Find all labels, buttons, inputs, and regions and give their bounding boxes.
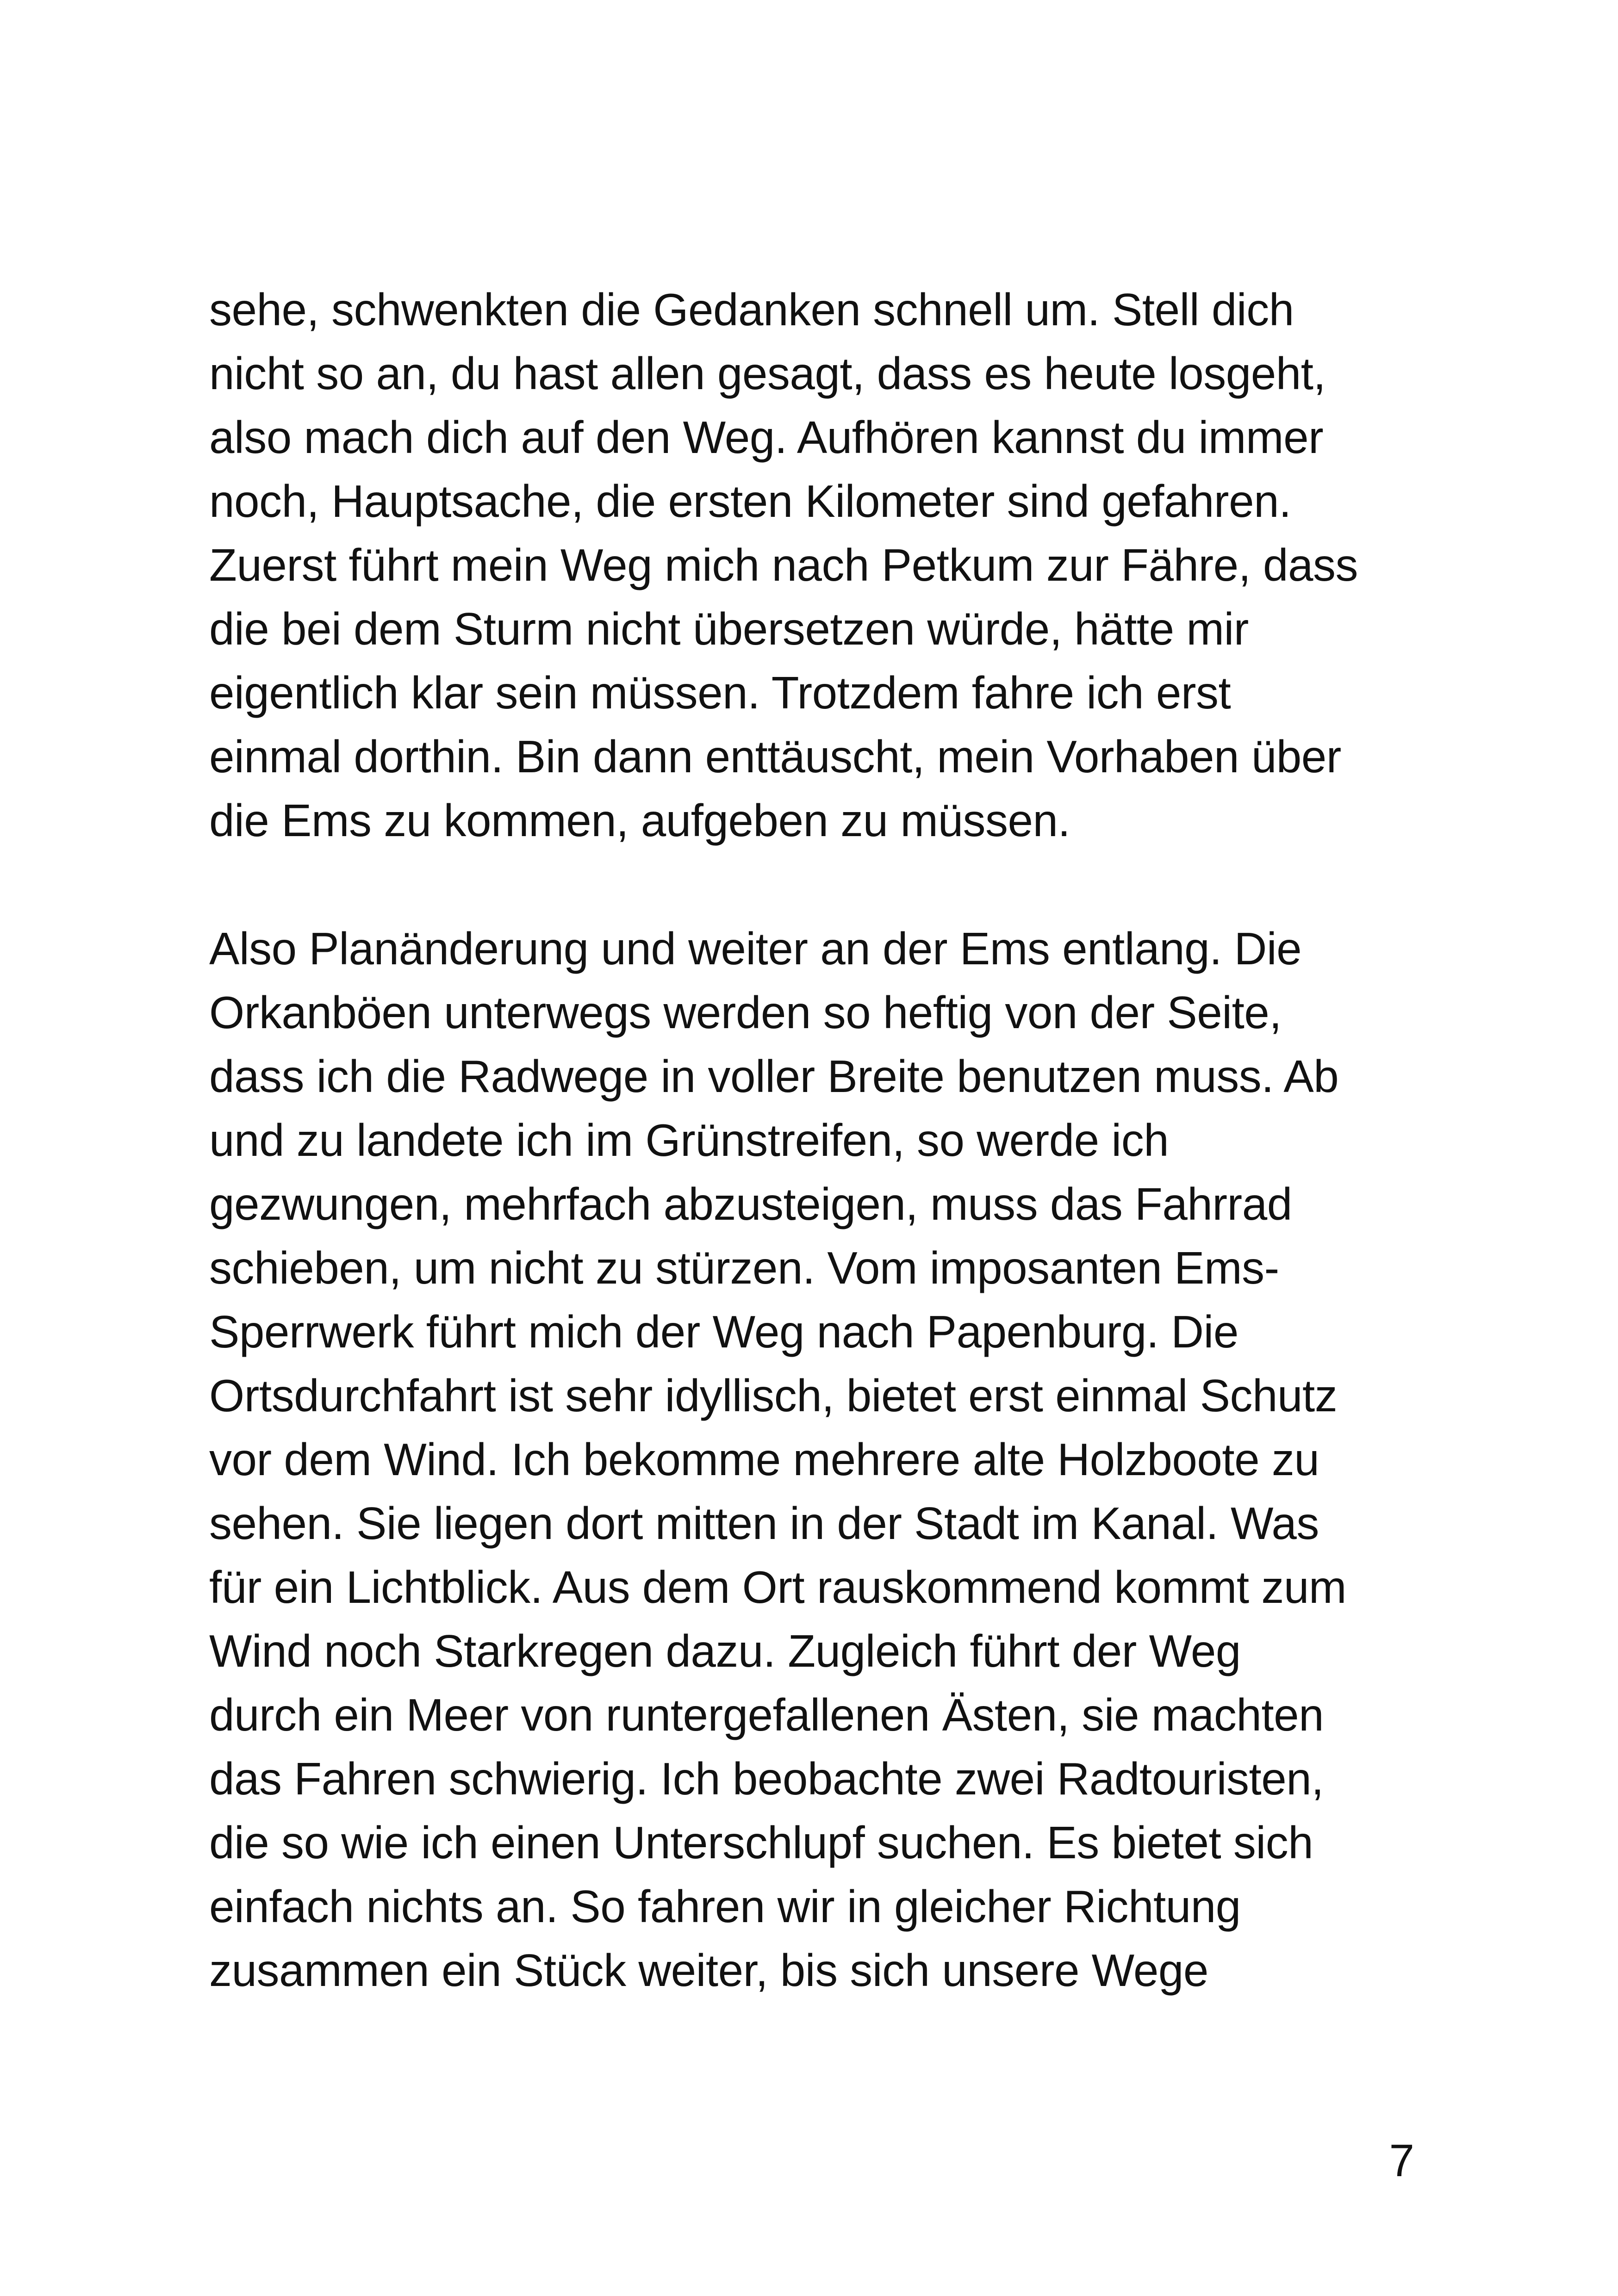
paragraph-1 — [209, 278, 1459, 852]
text-line: die so wie ich einen Unterschlupf suchen. Es bietet sich — [209, 1817, 1313, 1868]
text-line: dass ich die Radwege in voller Breite benutzen muss. Ab — [209, 1051, 1339, 1102]
paragraph-2 — [209, 917, 1459, 2002]
text-line: noch, Hauptsache, die ersten Kilometer sind gefahren. — [209, 476, 1291, 527]
text-line: zusammen ein Stück weiter, bis sich unsere Wege — [209, 1945, 1208, 1996]
text-line: Orkanböen unterwegs werden so heftig von der Seite, — [209, 987, 1282, 1038]
text-line: die Ems zu kommen, aufgeben zu müssen. — [209, 795, 1070, 846]
text-line: eigentlich klar sein müssen. Trotzdem fahre ich erst — [209, 667, 1231, 718]
text-line: die bei dem Sturm nicht übersetzen würde, hätte mir — [209, 603, 1249, 654]
text-line: einfach nichts an. So fahren wir in gleicher Richtung — [209, 1881, 1241, 1932]
text-line: Wind noch Starkregen dazu. Zugleich führt der Weg — [209, 1626, 1241, 1676]
text-line: Also Planänderung und weiter an der Ems entlang. Die — [209, 923, 1302, 974]
text-line: Sperrwerk führt mich der Weg nach Papenburg. Die — [209, 1306, 1238, 1357]
text-line: vor dem Wind. Ich bekomme mehrere alte Holzboote zu — [209, 1434, 1319, 1485]
text-line: also mach dich auf den Weg. Aufhören kannst du immer — [209, 412, 1324, 463]
page-number: 7 — [1389, 2135, 1414, 2186]
text-line: durch ein Meer von runtergefallenen Ästen, sie machten — [209, 1689, 1324, 1740]
text-line: gezwungen, mehrfach abzusteigen, muss das Fahrrad — [209, 1179, 1292, 1229]
text-line: einmal dorthin. Bin dann enttäuscht, mein Vorhaben über — [209, 731, 1341, 782]
text-line: sehen. Sie liegen dort mitten in der Stadt im Kanal. Was — [209, 1498, 1319, 1549]
text-line: das Fahren schwierig. Ich beobachte zwei Radtouristen, — [209, 1753, 1324, 1804]
text-line: schieben, um nicht zu stürzen. Vom imposanten Ems- — [209, 1242, 1279, 1293]
text-line: und zu landete ich im Grünstreifen, so werde ich — [209, 1115, 1169, 1166]
text-line: für ein Lichtblick. Aus dem Ort rauskommend kommt zum — [209, 1562, 1346, 1613]
text-line: nicht so an, du hast allen gesagt, dass es heute losgeht, — [209, 348, 1326, 399]
text-line: sehe, schwenkten die Gedanken schnell um. Stell dich — [209, 284, 1294, 335]
text-line: Zuerst führt mein Weg mich nach Petkum zur Fähre, dass — [209, 540, 1358, 590]
text-line: Ortsdurchfahrt ist sehr idyllisch, bietet erst einmal Schutz — [209, 1370, 1338, 1421]
